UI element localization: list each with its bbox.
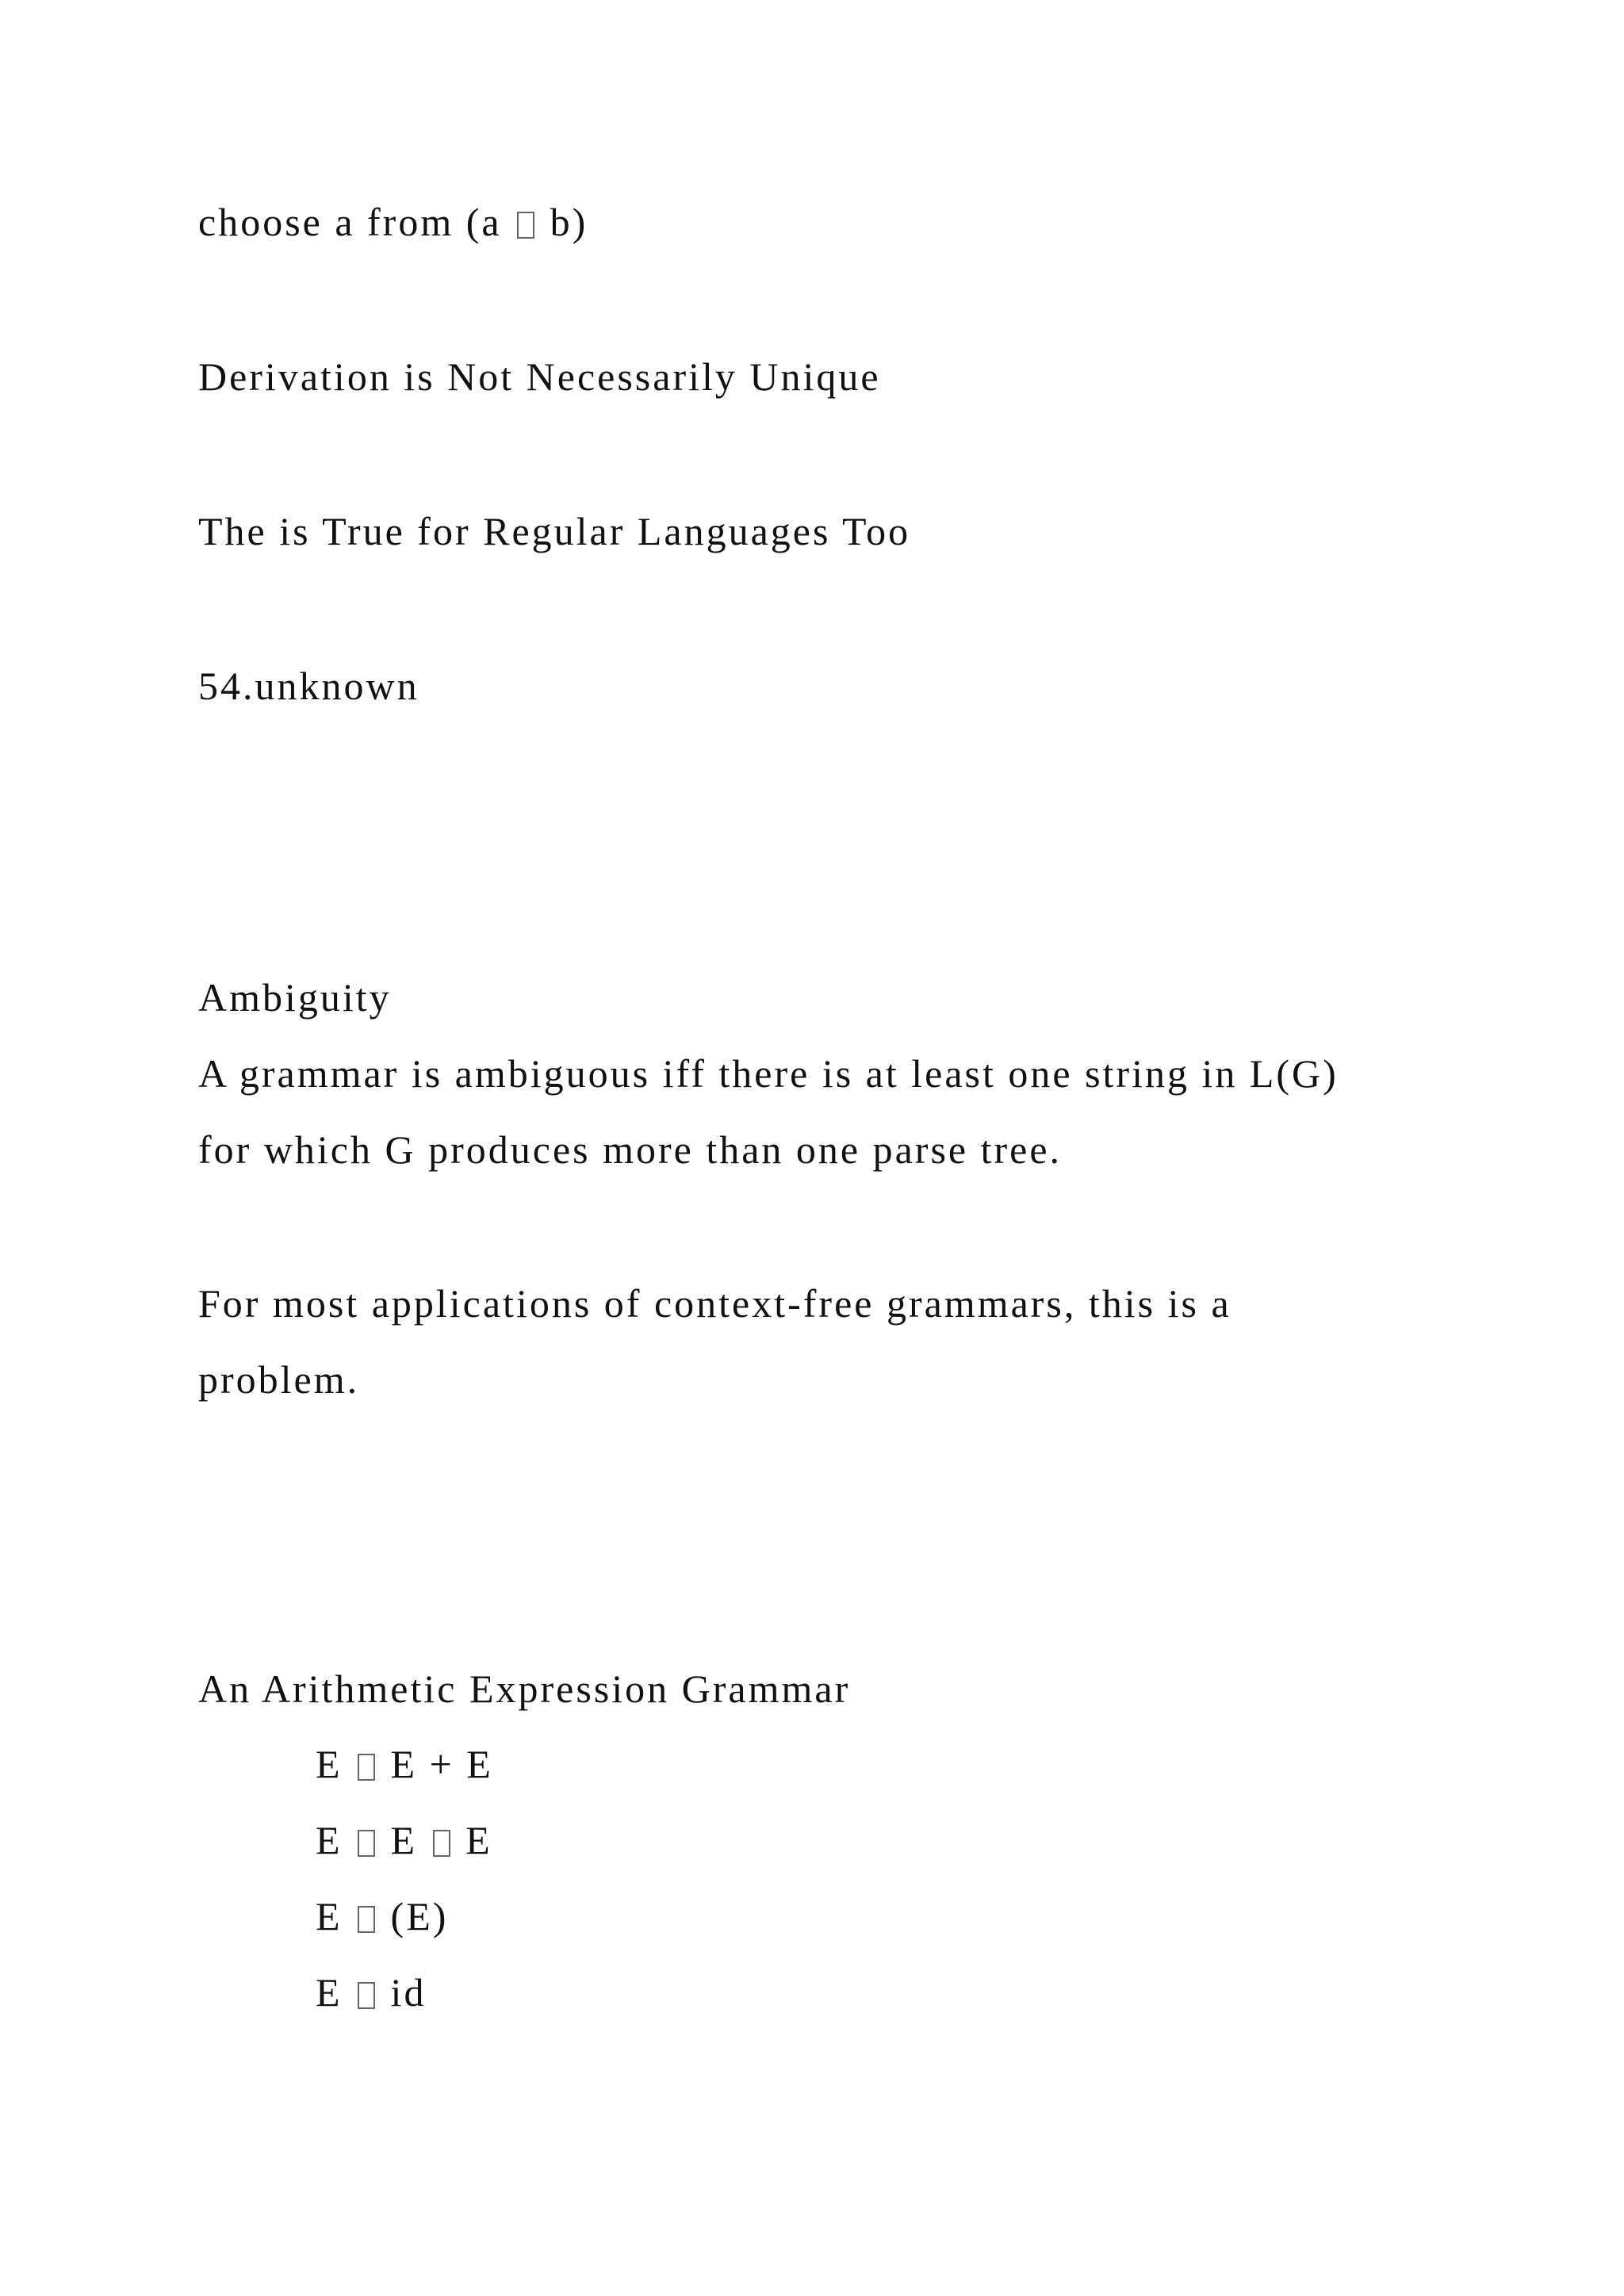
arrow-glyph-icon bbox=[358, 1754, 375, 1781]
ambiguity-line-1: A grammar is ambiguous iff there is at least one string in L(G) bbox=[198, 1051, 1339, 1096]
rule-rhs-right: E bbox=[465, 1818, 492, 1862]
derivation-heading: Derivation is Not Necessarily Unique bbox=[198, 354, 881, 399]
missing-glyph-icon bbox=[517, 212, 534, 239]
ambiguity-title: Ambiguity bbox=[198, 975, 392, 1020]
grammar-rule bbox=[316, 1744, 493, 1784]
rule-rhs-left: E bbox=[390, 1818, 418, 1862]
arith-title: An Arithmetic Expression Grammar bbox=[198, 1667, 851, 1711]
rule-lhs: E bbox=[316, 1742, 343, 1786]
operator-glyph-icon bbox=[433, 1830, 450, 1857]
arrow-glyph-icon bbox=[358, 1830, 375, 1857]
rule-lhs: E bbox=[316, 1894, 343, 1938]
grammar-rule bbox=[316, 1820, 492, 1860]
arrow-glyph-icon bbox=[358, 1982, 375, 2009]
regular-heading: The is True for Regular Languages Too bbox=[198, 509, 911, 553]
slide-number: 54.unknown bbox=[198, 664, 419, 708]
arrow-glyph-icon bbox=[358, 1906, 375, 1933]
rule-rhs: id bbox=[390, 1970, 427, 2015]
rule-rhs: E + E bbox=[390, 1742, 493, 1786]
grammar-rule bbox=[316, 1896, 448, 1936]
rule-rhs: (E) bbox=[390, 1894, 449, 1938]
rule-lhs: E bbox=[316, 1818, 343, 1862]
choose-line bbox=[198, 202, 588, 242]
choose-suffix: b) bbox=[538, 200, 588, 244]
choose-prefix: choose a from (a bbox=[198, 200, 515, 244]
problem-line-1: For most applications of context-free grammars, this is a bbox=[198, 1281, 1231, 1326]
grammar-rule bbox=[316, 1970, 427, 2015]
problem-line-2: problem. bbox=[198, 1357, 360, 1402]
rule-lhs: E bbox=[316, 1970, 343, 2015]
ambiguity-line-2: for which G produces more than one parse tree. bbox=[198, 1127, 1063, 1172]
